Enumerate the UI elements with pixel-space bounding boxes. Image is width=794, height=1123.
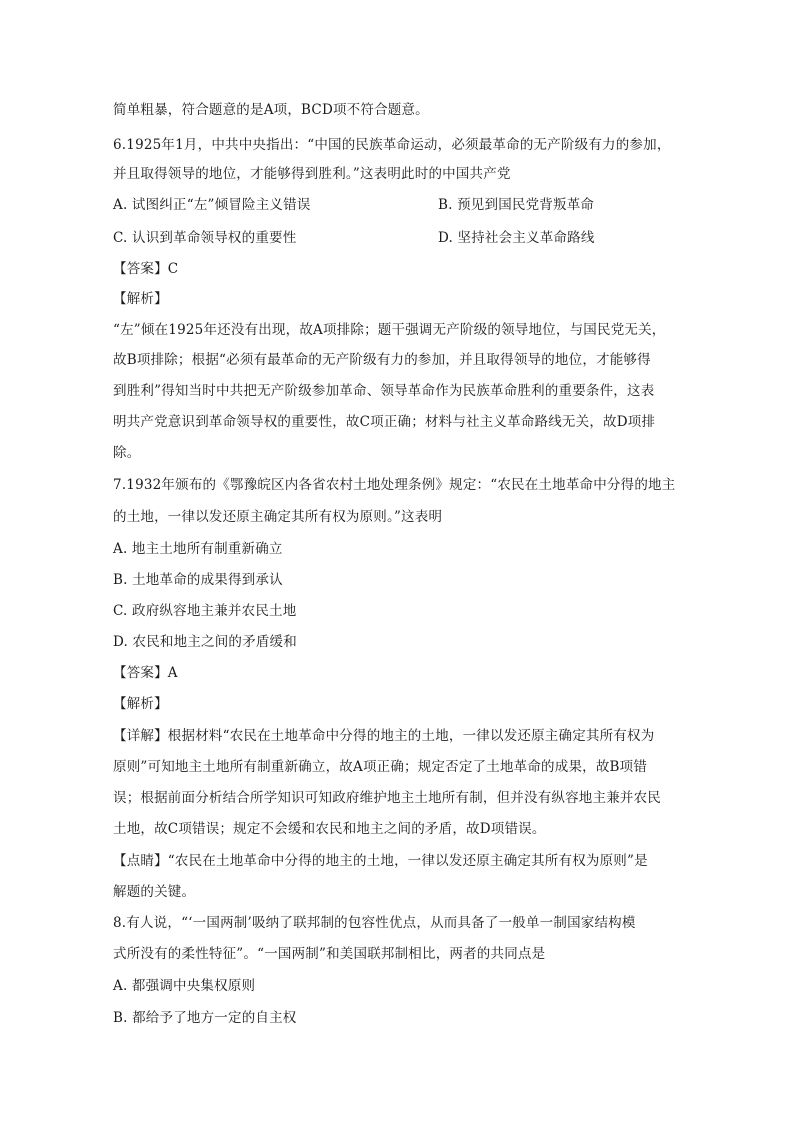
question-6-analysis-line: 明共产党意识到革命领导权的重要性，故C项正确；材料与社主义革命路线无关，故D项排: [113, 414, 656, 430]
question-6-option-d: D. 坚持社会主义革命路线: [438, 230, 595, 246]
question-7-stem: 7.1932年颁布的《鄂豫皖区内各省农村土地处理条例》规定：“农民在土地革命中分得的地主: [113, 477, 676, 493]
question-7-option-d: D. 农民和地主之间的矛盾缓和: [113, 634, 297, 650]
question-8-stem: 8.有人说，“‘一国两制’吸纳了联邦制的包容性优点，从而具备了一般单一制国家结构模: [113, 915, 636, 931]
question-7-option-b: B. 土地革命的成果得到承认: [113, 572, 283, 588]
question-6-analysis-line: 到胜利”得知当时中共把无产阶级参加革命、领导革命作为民族革命胜利的重要条件，这表: [113, 383, 655, 399]
question-6-analysis-line: 除。: [113, 445, 141, 461]
question-7-key-point-line: 解题的关键。: [113, 884, 196, 900]
question-7-option-a: A. 地主土地所有制重新确立: [113, 541, 283, 557]
question-6-analysis-label: 【解析】: [113, 291, 168, 307]
question-6-option-a: A. 试图纠正“左”倾冒险主义错误: [113, 197, 311, 213]
question-6-analysis-line: 故B项排除；根据“必须有最革命的无产阶级有力的参加，并且取得领导的地位，才能够得: [113, 352, 651, 368]
question-6-option-b: B. 预见到国民党背叛革命: [438, 197, 595, 213]
question-7-key-point-line: 【点睛】“农民在土地革命中分得的地主的土地，一律以发还原主确定其所有权为原则”是: [113, 853, 648, 869]
question-6-analysis-line: “左”倾在1925年还没有出现，故A项排除；题干强调无产阶级的领导地位，与国民党无关，: [113, 322, 666, 338]
question-7-detail-line: 土地，故C项错误；规定不会缓和农民和地主之间的矛盾，故D项错误。: [113, 821, 546, 837]
question-7-answer: 【答案】A: [113, 665, 178, 681]
question-6-answer: 【答案】C: [113, 261, 179, 277]
question-7-stem: 的土地，一律以发还原主确定其所有权为原则。”这表明: [113, 509, 443, 525]
analysis-line: 简单粗暴，符合题意的是A项，BCD项不符合题意。: [113, 102, 429, 118]
question-7-option-c: C. 政府纵容地主兼并农民土地: [113, 603, 297, 619]
question-8-option-b: B. 都给予了地方一定的自主权: [113, 1010, 297, 1026]
question-8-option-a: A. 都强调中央集权原则: [113, 978, 256, 994]
question-7-detail-line: 【详解】根据材料“农民在土地革命中分得的地主的土地，一律以发还原主确定其所有权为: [113, 728, 655, 744]
question-6-option-c: C. 认识到革命领导权的重要性: [113, 230, 297, 246]
question-7-detail-line: 原则”可知地主土地所有制重新确立，故A项正确；规定否定了土地革命的成果，故B项错: [113, 759, 648, 775]
question-8-stem: 式所没有的柔性特征”。“一国两制”和美国联邦制相比，两者的共同点是: [113, 946, 546, 962]
question-7-detail-line: 误；根据前面分析结合所学知识可知政府维护地主土地所有制，但并没有纵容地主兼并农民: [113, 790, 661, 806]
question-6-stem: 并且取得领导的地位，才能够得到胜利。”这表明此时的中国共产党: [113, 166, 511, 182]
question-7-analysis-label: 【解析】: [113, 696, 168, 712]
question-6-stem: 6.1925年1月，中共中央指出：“中国的民族革命运动，必须最革命的无产阶级有力的参加，: [113, 137, 671, 153]
